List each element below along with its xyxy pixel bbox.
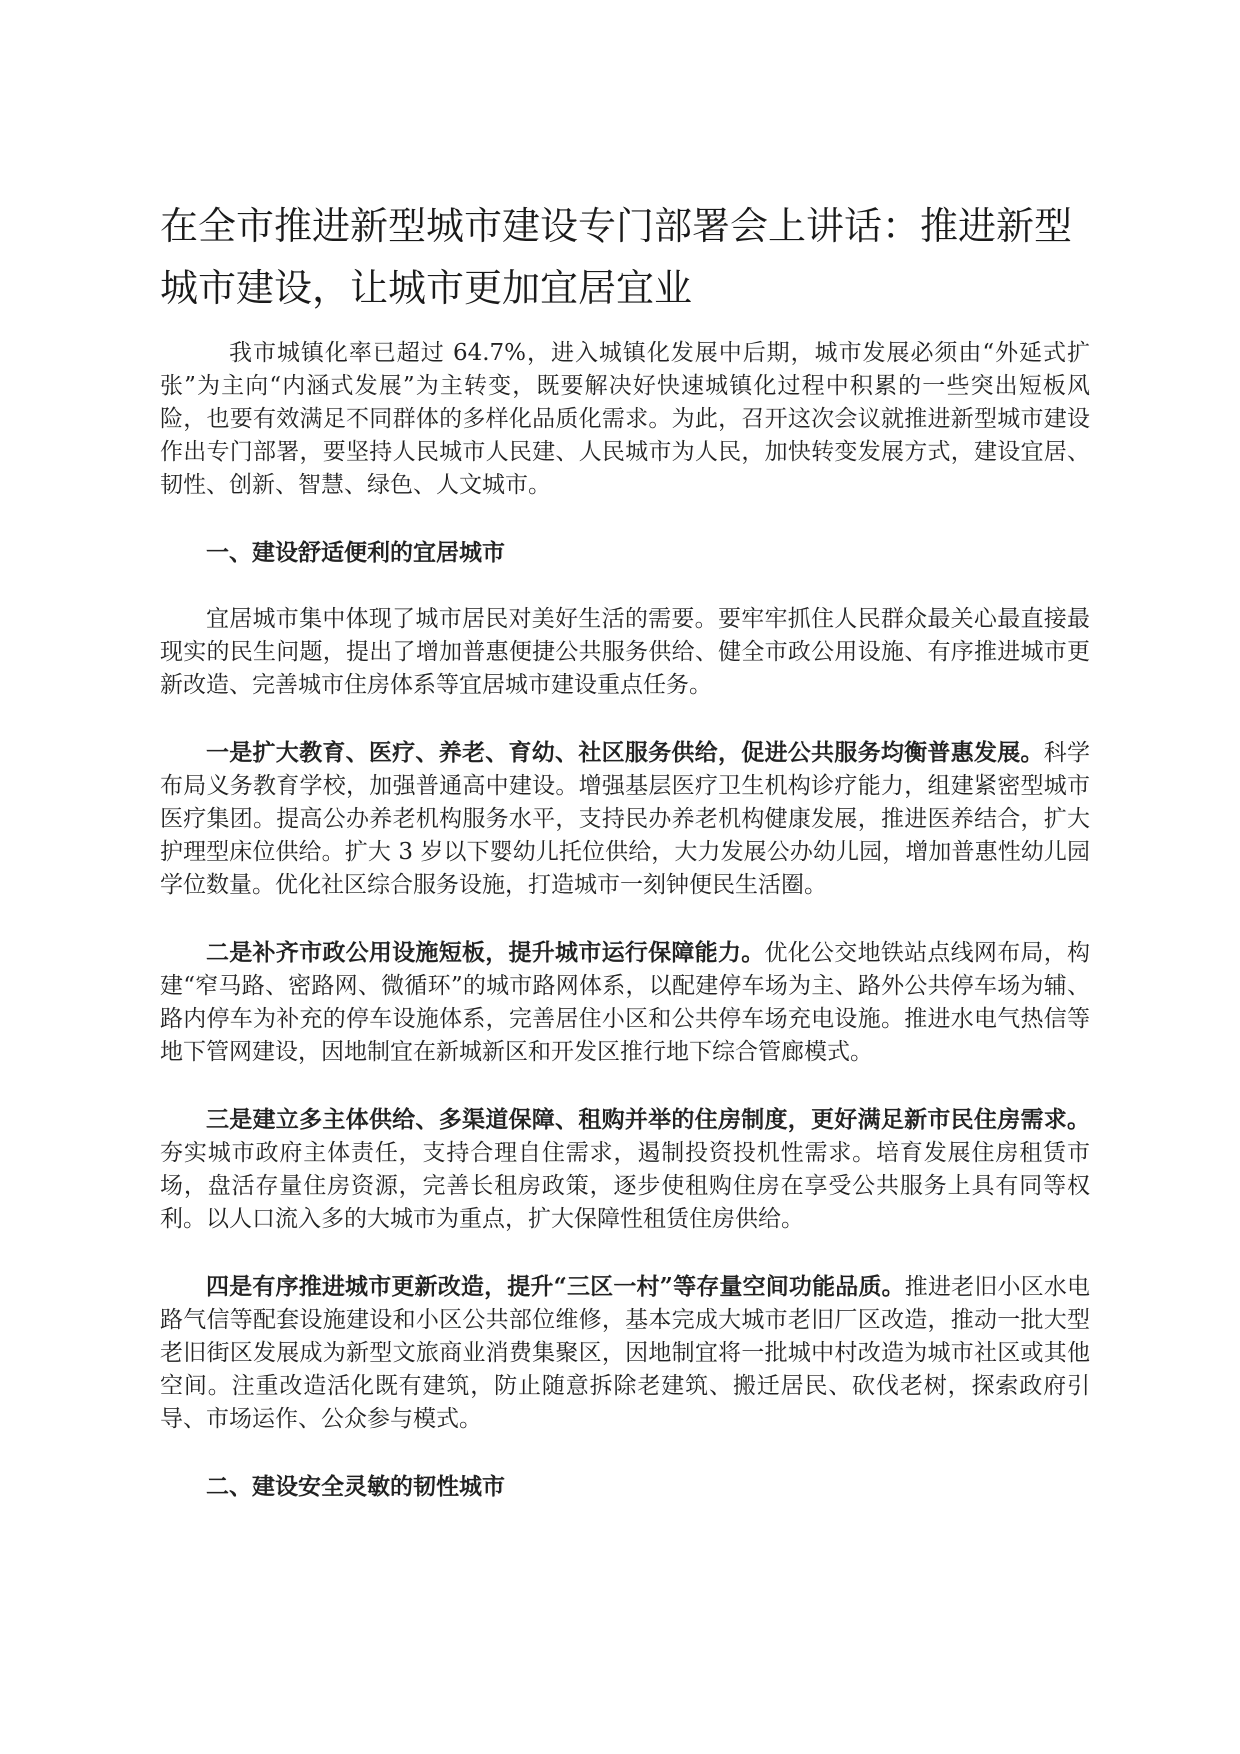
item-lead-1: 一是扩大教育、医疗、养老、育幼、社区服务供给，促进公共服务均衡普惠发展。 — [206, 739, 1044, 766]
item-text-4: 推进老旧小区水电路气信等配套设施建设和小区公共部位维修，基本完成大城市老旧厂区改造，推动一批大型老旧街区发展成为新型文旅商业消费集聚区，因地制宜将一批城中村改造为城市社区或其他空间。注重改造活化既有建筑，防止随意拆除老建筑、搬迁居民、砍伐老树，探索政府引导、市场运作、公众参与模式。 — [160, 1274, 1090, 1432]
item-paragraph-1 — [160, 736, 1090, 902]
section-1-summary: 宜居城市集中体现了城市居民对美好生活的需要。要牢牢抓住人民群众最关心最直接最现实的民生问题，提出了增加普惠便捷公共服务供给、健全市政公用设施、有序推进城市更新改造、完善城市住房体系等宜居城市建设重点任务。 — [160, 606, 1090, 698]
item-lead-2: 二是补齐市政公用设施短板，提升城市运行保障能力。 — [206, 939, 765, 966]
item-paragraph-4 — [160, 1270, 1090, 1436]
item-lead-4: 四是有序推进城市更新改造，提升“三区一村”等存量空间功能品质。 — [206, 1273, 905, 1300]
item-paragraph-3 — [160, 1103, 1090, 1236]
document-title: 在全市推进新型城市建设专门部署会上讲话：推进新型城市建设，让城市更加宜居宜业 — [160, 204, 1073, 310]
item-text-1: 科学布局义务教育学校，加强普通高中建设。增强基层医疗卫生机构诊疗能力，组建紧密型城市医疗集团。提高公办养老机构服务水平，支持民办养老机构健康发展，推进医养结合，扩大护理型床位供给。扩大 3 岁以下婴幼儿托位供给，大力发展公办幼儿园，增加普惠性幼儿园学位数量。优化社区综合服务设施，打造城市一刻钟便民生活圈。 — [160, 740, 1091, 898]
item-text-2: 优化公交地铁站点线网布局，构建“窄马路、密路网、微循环”的城市路网体系，以配建停车场为主、路外公共停车场为辅、路内停车为补充的停车设施体系，完善居住小区和公共停车场充电设施。推进水电气热信等地下管网建设，因地制宜在新城新区和开发区推行地下综合管廊模式。 — [160, 940, 1091, 1065]
section-heading-2: 二、建设安全灵敏的韧性城市 — [206, 1473, 505, 1500]
item-text-3: 夯实城市政府主体责任，支持合理自住需求，遏制投资投机性需求。培育发展住房租赁市场，盘活存量住房资源，完善长租房政策，逐步使租购住房在享受公共服务上具有同等权利。以人口流入多的大城市为重点，扩大保障性租赁住房供给。 — [160, 1140, 1090, 1232]
item-lead-3: 三是建立多主体供给、多渠道保障、租购并举的住房制度，更好满足新市民住房需求。 — [206, 1106, 1090, 1133]
document-page — [160, 195, 1090, 1503]
section-heading-1: 一、建设舒适便利的宜居城市 — [206, 539, 505, 566]
item-paragraph-2 — [160, 936, 1090, 1069]
intro-paragraph: 我市城镇化率已超过 64.7%，进入城镇化发展中后期，城市发展必须由“外延式扩张”为主向“内涵式发展”为主转变，既要解决好快速城镇化过程中积累的一些突出短板风险，也要有效满足不同群体的多样化品质化需求。为此，召开这次会议就推进新型城市建设作出专门部署，要坚持人民城市人民建、人民城市为人民，加快转变发展方式，建设宜居、韧性、创新、智慧、绿色、人文城市。 — [160, 340, 1090, 498]
